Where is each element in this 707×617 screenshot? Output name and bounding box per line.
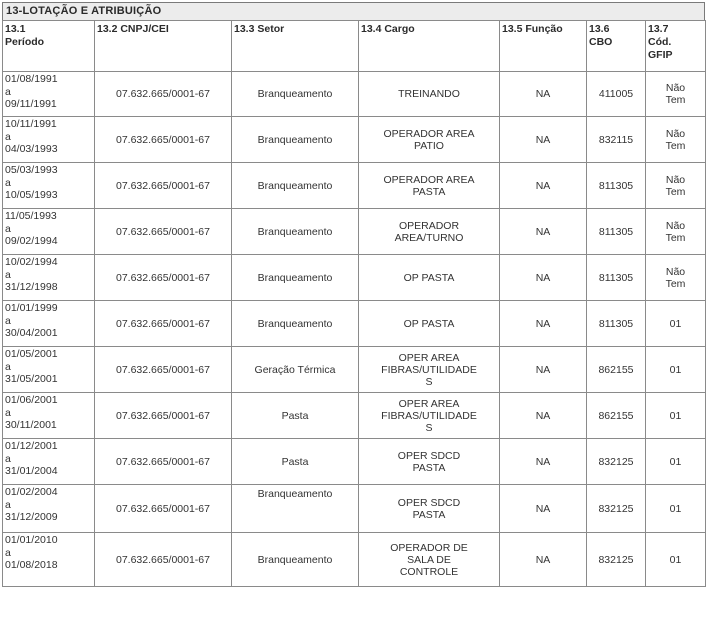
- table-row: [3, 533, 706, 587]
- setor-cell: Branqueamento: [232, 301, 359, 347]
- cnpj-cell: 07.632.665/0001-67: [95, 485, 232, 533]
- setor-cell: Branqueamento: [232, 117, 359, 163]
- lotacao-table: [2, 20, 706, 587]
- cnpj-cell: 07.632.665/0001-67: [95, 533, 232, 587]
- cbo-cell: 811305: [587, 163, 646, 209]
- lotacao-atribuicao-section: [2, 2, 705, 587]
- gfip-cell: 01: [646, 301, 706, 347]
- table-row: [3, 439, 706, 485]
- cargo-cell: OPER SDCD PASTA: [359, 439, 500, 485]
- setor-cell: Branqueamento: [232, 485, 359, 533]
- table-row: [3, 393, 706, 439]
- cnpj-cell: 07.632.665/0001-67: [95, 255, 232, 301]
- period-cell: 10/02/1994 a 31/12/1998: [3, 255, 95, 301]
- setor-cell: Branqueamento: [232, 163, 359, 209]
- cnpj-cell: 07.632.665/0001-67: [95, 163, 232, 209]
- cnpj-cell: 07.632.665/0001-67: [95, 439, 232, 485]
- cnpj-cell: 07.632.665/0001-67: [95, 209, 232, 255]
- funcao-cell: NA: [500, 485, 587, 533]
- header-gfip: 13.7 Cód. GFIP: [646, 21, 706, 72]
- gfip-cell: 01: [646, 533, 706, 587]
- gfip-cell: 01: [646, 347, 706, 393]
- period-cell: 01/12/2001 a 31/01/2004: [3, 439, 95, 485]
- funcao-cell: NA: [500, 209, 587, 255]
- section-title: 13-LOTAÇÃO E ATRIBUIÇÃO: [2, 2, 705, 20]
- cbo-cell: 811305: [587, 209, 646, 255]
- setor-cell: Geração Térmica: [232, 347, 359, 393]
- gfip-cell: Não Tem: [646, 163, 706, 209]
- cargo-cell: OP PASTA: [359, 301, 500, 347]
- cnpj-cell: 07.632.665/0001-67: [95, 347, 232, 393]
- header-setor: 13.3 Setor: [232, 21, 359, 72]
- period-cell: 01/05/2001 a 31/05/2001: [3, 347, 95, 393]
- header-cnpj: 13.2 CNPJ/CEI: [95, 21, 232, 72]
- funcao-cell: NA: [500, 163, 587, 209]
- cnpj-cell: 07.632.665/0001-67: [95, 72, 232, 117]
- table-row: [3, 117, 706, 163]
- period-cell: 01/08/1991 a 09/11/1991: [3, 72, 95, 117]
- cbo-cell: 832125: [587, 439, 646, 485]
- header-cbo: 13.6 CBO: [587, 21, 646, 72]
- funcao-cell: NA: [500, 72, 587, 117]
- cargo-cell: OPERADOR AREA/TURNO: [359, 209, 500, 255]
- funcao-cell: NA: [500, 393, 587, 439]
- funcao-cell: NA: [500, 347, 587, 393]
- table-row: [3, 301, 706, 347]
- setor-cell: Pasta: [232, 393, 359, 439]
- cnpj-cell: 07.632.665/0001-67: [95, 117, 232, 163]
- cbo-cell: 832125: [587, 533, 646, 587]
- cargo-cell: OPER SDCD PASTA: [359, 485, 500, 533]
- period-cell: 01/01/1999 a 30/04/2001: [3, 301, 95, 347]
- table-row: [3, 347, 706, 393]
- period-cell: 05/03/1993 a 10/05/1993: [3, 163, 95, 209]
- gfip-cell: Não Tem: [646, 209, 706, 255]
- header-row: [3, 21, 706, 72]
- cargo-cell: OPERADOR AREA PASTA: [359, 163, 500, 209]
- cbo-cell: 811305: [587, 255, 646, 301]
- gfip-cell: 01: [646, 439, 706, 485]
- cnpj-cell: 07.632.665/0001-67: [95, 393, 232, 439]
- setor-cell: Branqueamento: [232, 72, 359, 117]
- cargo-cell: OPER AREA FIBRAS/UTILIDADE S: [359, 393, 500, 439]
- period-cell: 10/11/1991 a 04/03/1993: [3, 117, 95, 163]
- gfip-cell: Não Tem: [646, 255, 706, 301]
- funcao-cell: NA: [500, 117, 587, 163]
- period-cell: 01/01/2010 a 01/08/2018: [3, 533, 95, 587]
- setor-cell: Branqueamento: [232, 533, 359, 587]
- cbo-cell: 832125: [587, 485, 646, 533]
- header-periodo: 13.1 Período: [3, 21, 95, 72]
- funcao-cell: NA: [500, 301, 587, 347]
- setor-cell: Branqueamento: [232, 209, 359, 255]
- funcao-cell: NA: [500, 255, 587, 301]
- table-row: [3, 485, 706, 533]
- gfip-cell: 01: [646, 393, 706, 439]
- gfip-cell: Não Tem: [646, 117, 706, 163]
- setor-cell: Pasta: [232, 439, 359, 485]
- cbo-cell: 811305: [587, 301, 646, 347]
- cnpj-cell: 07.632.665/0001-67: [95, 301, 232, 347]
- cargo-cell: OPERADOR AREA PATIO: [359, 117, 500, 163]
- cbo-cell: 862155: [587, 347, 646, 393]
- cargo-cell: TREINANDO: [359, 72, 500, 117]
- period-cell: 01/02/2004 a 31/12/2009: [3, 485, 95, 533]
- cbo-cell: 862155: [587, 393, 646, 439]
- period-cell: 01/06/2001 a 30/11/2001: [3, 393, 95, 439]
- gfip-cell: Não Tem: [646, 72, 706, 117]
- gfip-cell: 01: [646, 485, 706, 533]
- cargo-cell: OP PASTA: [359, 255, 500, 301]
- funcao-cell: NA: [500, 533, 587, 587]
- table-row: [3, 255, 706, 301]
- table-row: [3, 72, 706, 117]
- funcao-cell: NA: [500, 439, 587, 485]
- table-row: [3, 163, 706, 209]
- period-cell: 11/05/1993 a 09/02/1994: [3, 209, 95, 255]
- table-row: [3, 209, 706, 255]
- cargo-cell: OPERADOR DE SALA DE CONTROLE: [359, 533, 500, 587]
- cbo-cell: 832115: [587, 117, 646, 163]
- cargo-cell: OPER AREA FIBRAS/UTILIDADE S: [359, 347, 500, 393]
- cbo-cell: 411005: [587, 72, 646, 117]
- header-funcao: 13.5 Função: [500, 21, 587, 72]
- setor-cell: Branqueamento: [232, 255, 359, 301]
- header-cargo: 13.4 Cargo: [359, 21, 500, 72]
